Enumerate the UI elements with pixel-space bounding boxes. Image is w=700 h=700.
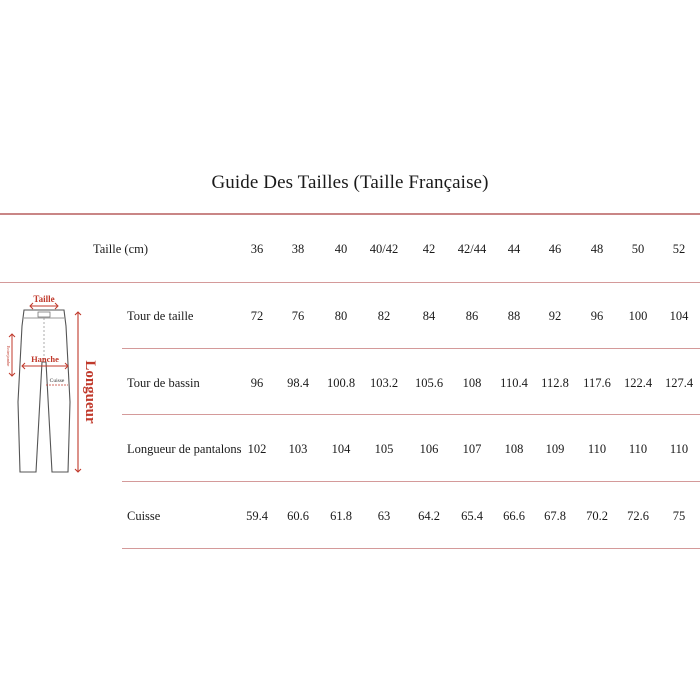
size-header-cell: 44 bbox=[507, 242, 521, 256]
row-divider bbox=[122, 348, 700, 349]
row-label: Cuisse bbox=[127, 509, 161, 523]
size-header-cell: 36 bbox=[250, 242, 264, 256]
table-cell: 86 bbox=[465, 309, 479, 323]
table-cell: 106 bbox=[419, 442, 439, 456]
table-cell: 127.4 bbox=[664, 376, 694, 390]
table-cell: 61.8 bbox=[330, 509, 352, 523]
table-cell: 80 bbox=[334, 309, 348, 323]
title-divider bbox=[0, 213, 700, 215]
row-divider bbox=[122, 481, 700, 482]
size-header-cell: 42/44 bbox=[457, 242, 487, 256]
table-cell: 72 bbox=[250, 309, 264, 323]
size-guide-title: Guide Des Tailles (Taille Française) bbox=[211, 172, 489, 193]
thigh-label: Cuisse bbox=[49, 378, 65, 384]
table-cell: 105 bbox=[374, 442, 394, 456]
table-cell: 96 bbox=[590, 309, 604, 323]
table-cell: 64.2 bbox=[418, 509, 440, 523]
table-cell: 102 bbox=[247, 442, 267, 456]
table-cell: 122.4 bbox=[623, 376, 653, 390]
table-cell: 100.8 bbox=[326, 376, 356, 390]
table-cell: 72.6 bbox=[627, 509, 649, 523]
table-cell: 65.4 bbox=[461, 509, 483, 523]
table-cell: 103 bbox=[288, 442, 308, 456]
table-cell: 98.4 bbox=[287, 376, 309, 390]
row-divider bbox=[122, 414, 700, 415]
row-label: Tour de bassin bbox=[127, 376, 200, 390]
table-cell: 105.6 bbox=[414, 376, 444, 390]
row-label: Tour de taille bbox=[127, 309, 194, 323]
size-header-cell: 52 bbox=[672, 242, 686, 256]
table-cell: 108 bbox=[462, 376, 482, 390]
row-divider bbox=[122, 548, 700, 549]
table-cell: 67.8 bbox=[544, 509, 566, 523]
size-header-cell: 42 bbox=[422, 242, 436, 256]
table-cell: 103.2 bbox=[369, 376, 399, 390]
table-cell: 112.8 bbox=[541, 376, 569, 390]
size-header-cell: 46 bbox=[548, 242, 562, 256]
row-label: Longueur de pantalons bbox=[127, 442, 242, 456]
side-label: Entrejambe bbox=[6, 345, 11, 367]
table-cell: 110 bbox=[587, 442, 607, 456]
table-cell: 66.6 bbox=[503, 509, 525, 523]
size-header-cell: 50 bbox=[631, 242, 645, 256]
table-cell: 100 bbox=[628, 309, 648, 323]
table-cell: 104 bbox=[669, 309, 689, 323]
header-label: Taille (cm) bbox=[93, 242, 148, 256]
table-cell: 110 bbox=[628, 442, 648, 456]
header-divider bbox=[0, 282, 700, 283]
table-cell: 110 bbox=[669, 442, 689, 456]
table-cell: 60.6 bbox=[287, 509, 309, 523]
table-cell: 84 bbox=[422, 309, 436, 323]
table-cell: 75 bbox=[672, 509, 686, 523]
table-cell: 92 bbox=[548, 309, 562, 323]
trousers-measurement-icon bbox=[0, 282, 100, 492]
table-cell: 70.2 bbox=[586, 509, 608, 523]
table-cell: 59.4 bbox=[246, 509, 268, 523]
table-cell: 76 bbox=[291, 309, 305, 323]
table-cell: 96 bbox=[250, 376, 264, 390]
table-cell: 107 bbox=[462, 442, 482, 456]
table-cell: 82 bbox=[377, 309, 391, 323]
table-cell: 104 bbox=[331, 442, 351, 456]
table-cell: 88 bbox=[507, 309, 521, 323]
table-cell: 110.4 bbox=[500, 376, 528, 390]
size-header-cell: 40 bbox=[334, 242, 348, 256]
size-header-cell: 38 bbox=[291, 242, 305, 256]
size-header-cell: 40/42 bbox=[369, 242, 399, 256]
table-cell: 109 bbox=[545, 442, 565, 456]
trousers-figure bbox=[0, 282, 100, 492]
hip-label: Hanche bbox=[31, 354, 59, 364]
table-cell: 108 bbox=[504, 442, 524, 456]
table-cell: 63 bbox=[377, 509, 391, 523]
size-header-cell: 48 bbox=[590, 242, 604, 256]
length-label: Longueur bbox=[82, 360, 98, 424]
waist-label: Taille bbox=[33, 294, 55, 304]
table-cell: 117.6 bbox=[583, 376, 611, 390]
